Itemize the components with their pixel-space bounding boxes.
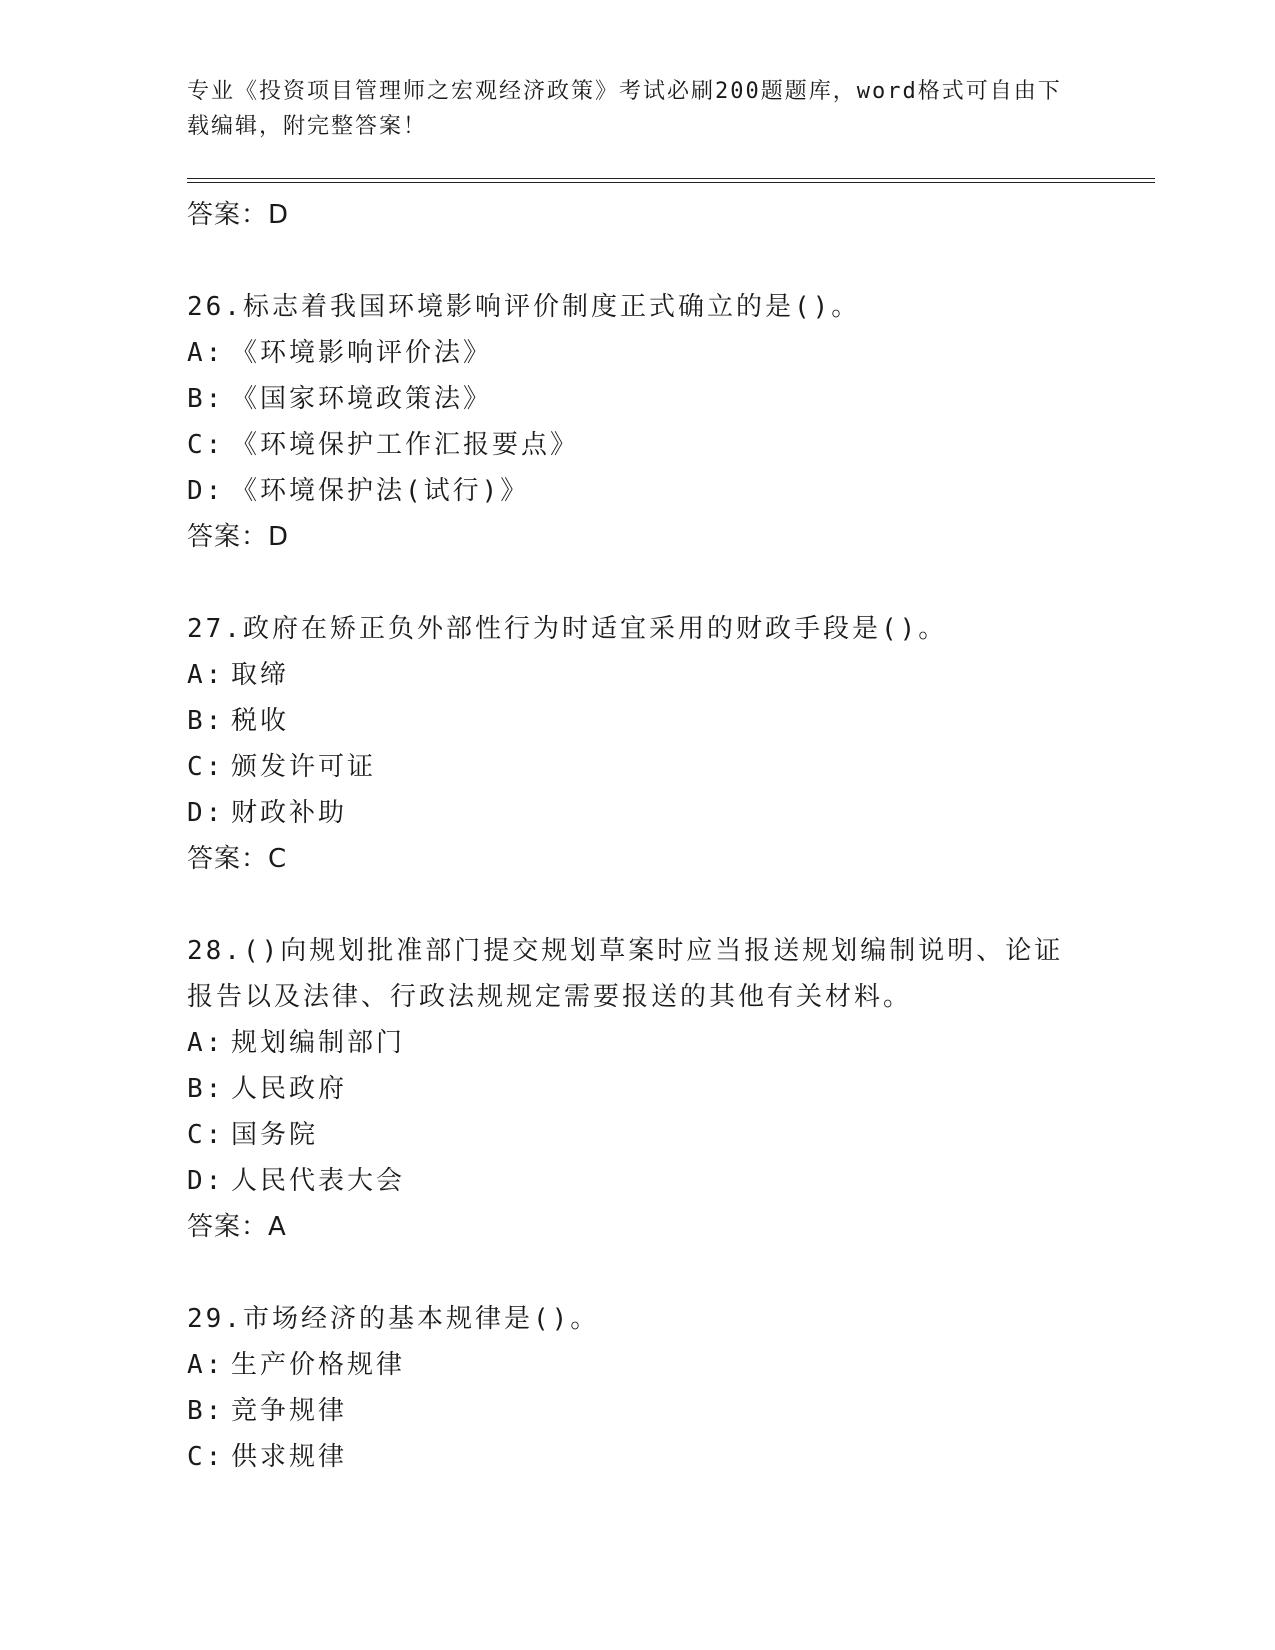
option-letter: D: — [187, 476, 225, 506]
header-divider — [187, 178, 1155, 183]
option-b — [187, 1388, 1087, 1434]
option-a — [187, 330, 1087, 376]
option-c — [187, 1434, 1087, 1480]
option-text: 人民政府 — [231, 1074, 348, 1104]
option-letter: C: — [187, 1120, 225, 1150]
option-text: 《国家环境政策法》 — [231, 384, 493, 414]
option-text: 《环境保护法(试行)》 — [231, 476, 530, 506]
option-text: 国务院 — [231, 1120, 319, 1150]
spacer — [187, 238, 1087, 284]
answer-line: 答案：D — [187, 200, 290, 230]
option-letter: C: — [187, 1442, 225, 1472]
option-text: 财政补助 — [231, 798, 348, 828]
option-letter: A: — [187, 660, 225, 690]
option-letter: C: — [187, 752, 225, 782]
option-letter: A: — [187, 338, 225, 368]
option-a — [187, 1020, 1087, 1066]
option-text: 税收 — [231, 706, 290, 736]
question-text: 28.()向规划批准部门提交规划草案时应当报送规划编制说明、论证报告以及法律、行政法规规定需要报送的其他有关材料。 — [187, 936, 1064, 1012]
question-block — [187, 606, 1087, 882]
option-letter: A: — [187, 1350, 225, 1380]
document-header: 专业《投资项目管理师之宏观经济政策》考试必刷200题题库，word格式可自由下载编辑，附完整答案！ — [187, 79, 1062, 139]
spacer — [187, 560, 1087, 606]
option-letter: B: — [187, 1396, 225, 1426]
option-text: 供求规律 — [231, 1442, 348, 1472]
option-c — [187, 1112, 1087, 1158]
option-letter: A: — [187, 1028, 225, 1058]
option-text: 规划编制部门 — [231, 1028, 406, 1058]
question-block — [187, 284, 1087, 560]
option-text: 取缔 — [231, 660, 290, 690]
option-b — [187, 376, 1087, 422]
question-text: 29.市场经济的基本规律是()。 — [187, 1304, 600, 1334]
option-letter: C: — [187, 430, 225, 460]
option-letter: D: — [187, 798, 225, 828]
option-a — [187, 652, 1087, 698]
option-c — [187, 422, 1087, 468]
option-b — [187, 698, 1087, 744]
question-text: 27.政府在矫正负外部性行为时适宜采用的财政手段是()。 — [187, 614, 948, 644]
option-letter: D: — [187, 1166, 225, 1196]
question-block — [187, 1296, 1087, 1480]
option-d — [187, 468, 1087, 514]
option-d — [187, 790, 1087, 836]
option-d — [187, 1158, 1087, 1204]
option-a — [187, 1342, 1087, 1388]
question-list — [187, 192, 1087, 1480]
option-text: 颁发许可证 — [231, 752, 377, 782]
option-text: 生产价格规律 — [231, 1350, 406, 1380]
option-letter: B: — [187, 706, 225, 736]
option-text: 《环境影响评价法》 — [231, 338, 493, 368]
option-letter: B: — [187, 1074, 225, 1104]
spacer — [187, 1250, 1087, 1296]
option-b — [187, 1066, 1087, 1112]
answer-line: 答案：C — [187, 844, 288, 874]
option-text: 《环境保护工作汇报要点》 — [231, 430, 580, 460]
question-text: 26.标志着我国环境影响评价制度正式确立的是()。 — [187, 292, 861, 322]
question-block — [187, 928, 1087, 1250]
option-text: 竞争规律 — [231, 1396, 348, 1426]
answer-line: 答案：D — [187, 522, 290, 552]
option-letter: B: — [187, 384, 225, 414]
answer-line: 答案：A — [187, 1212, 287, 1242]
option-text: 人民代表大会 — [231, 1166, 406, 1196]
option-c — [187, 744, 1087, 790]
spacer — [187, 882, 1087, 928]
